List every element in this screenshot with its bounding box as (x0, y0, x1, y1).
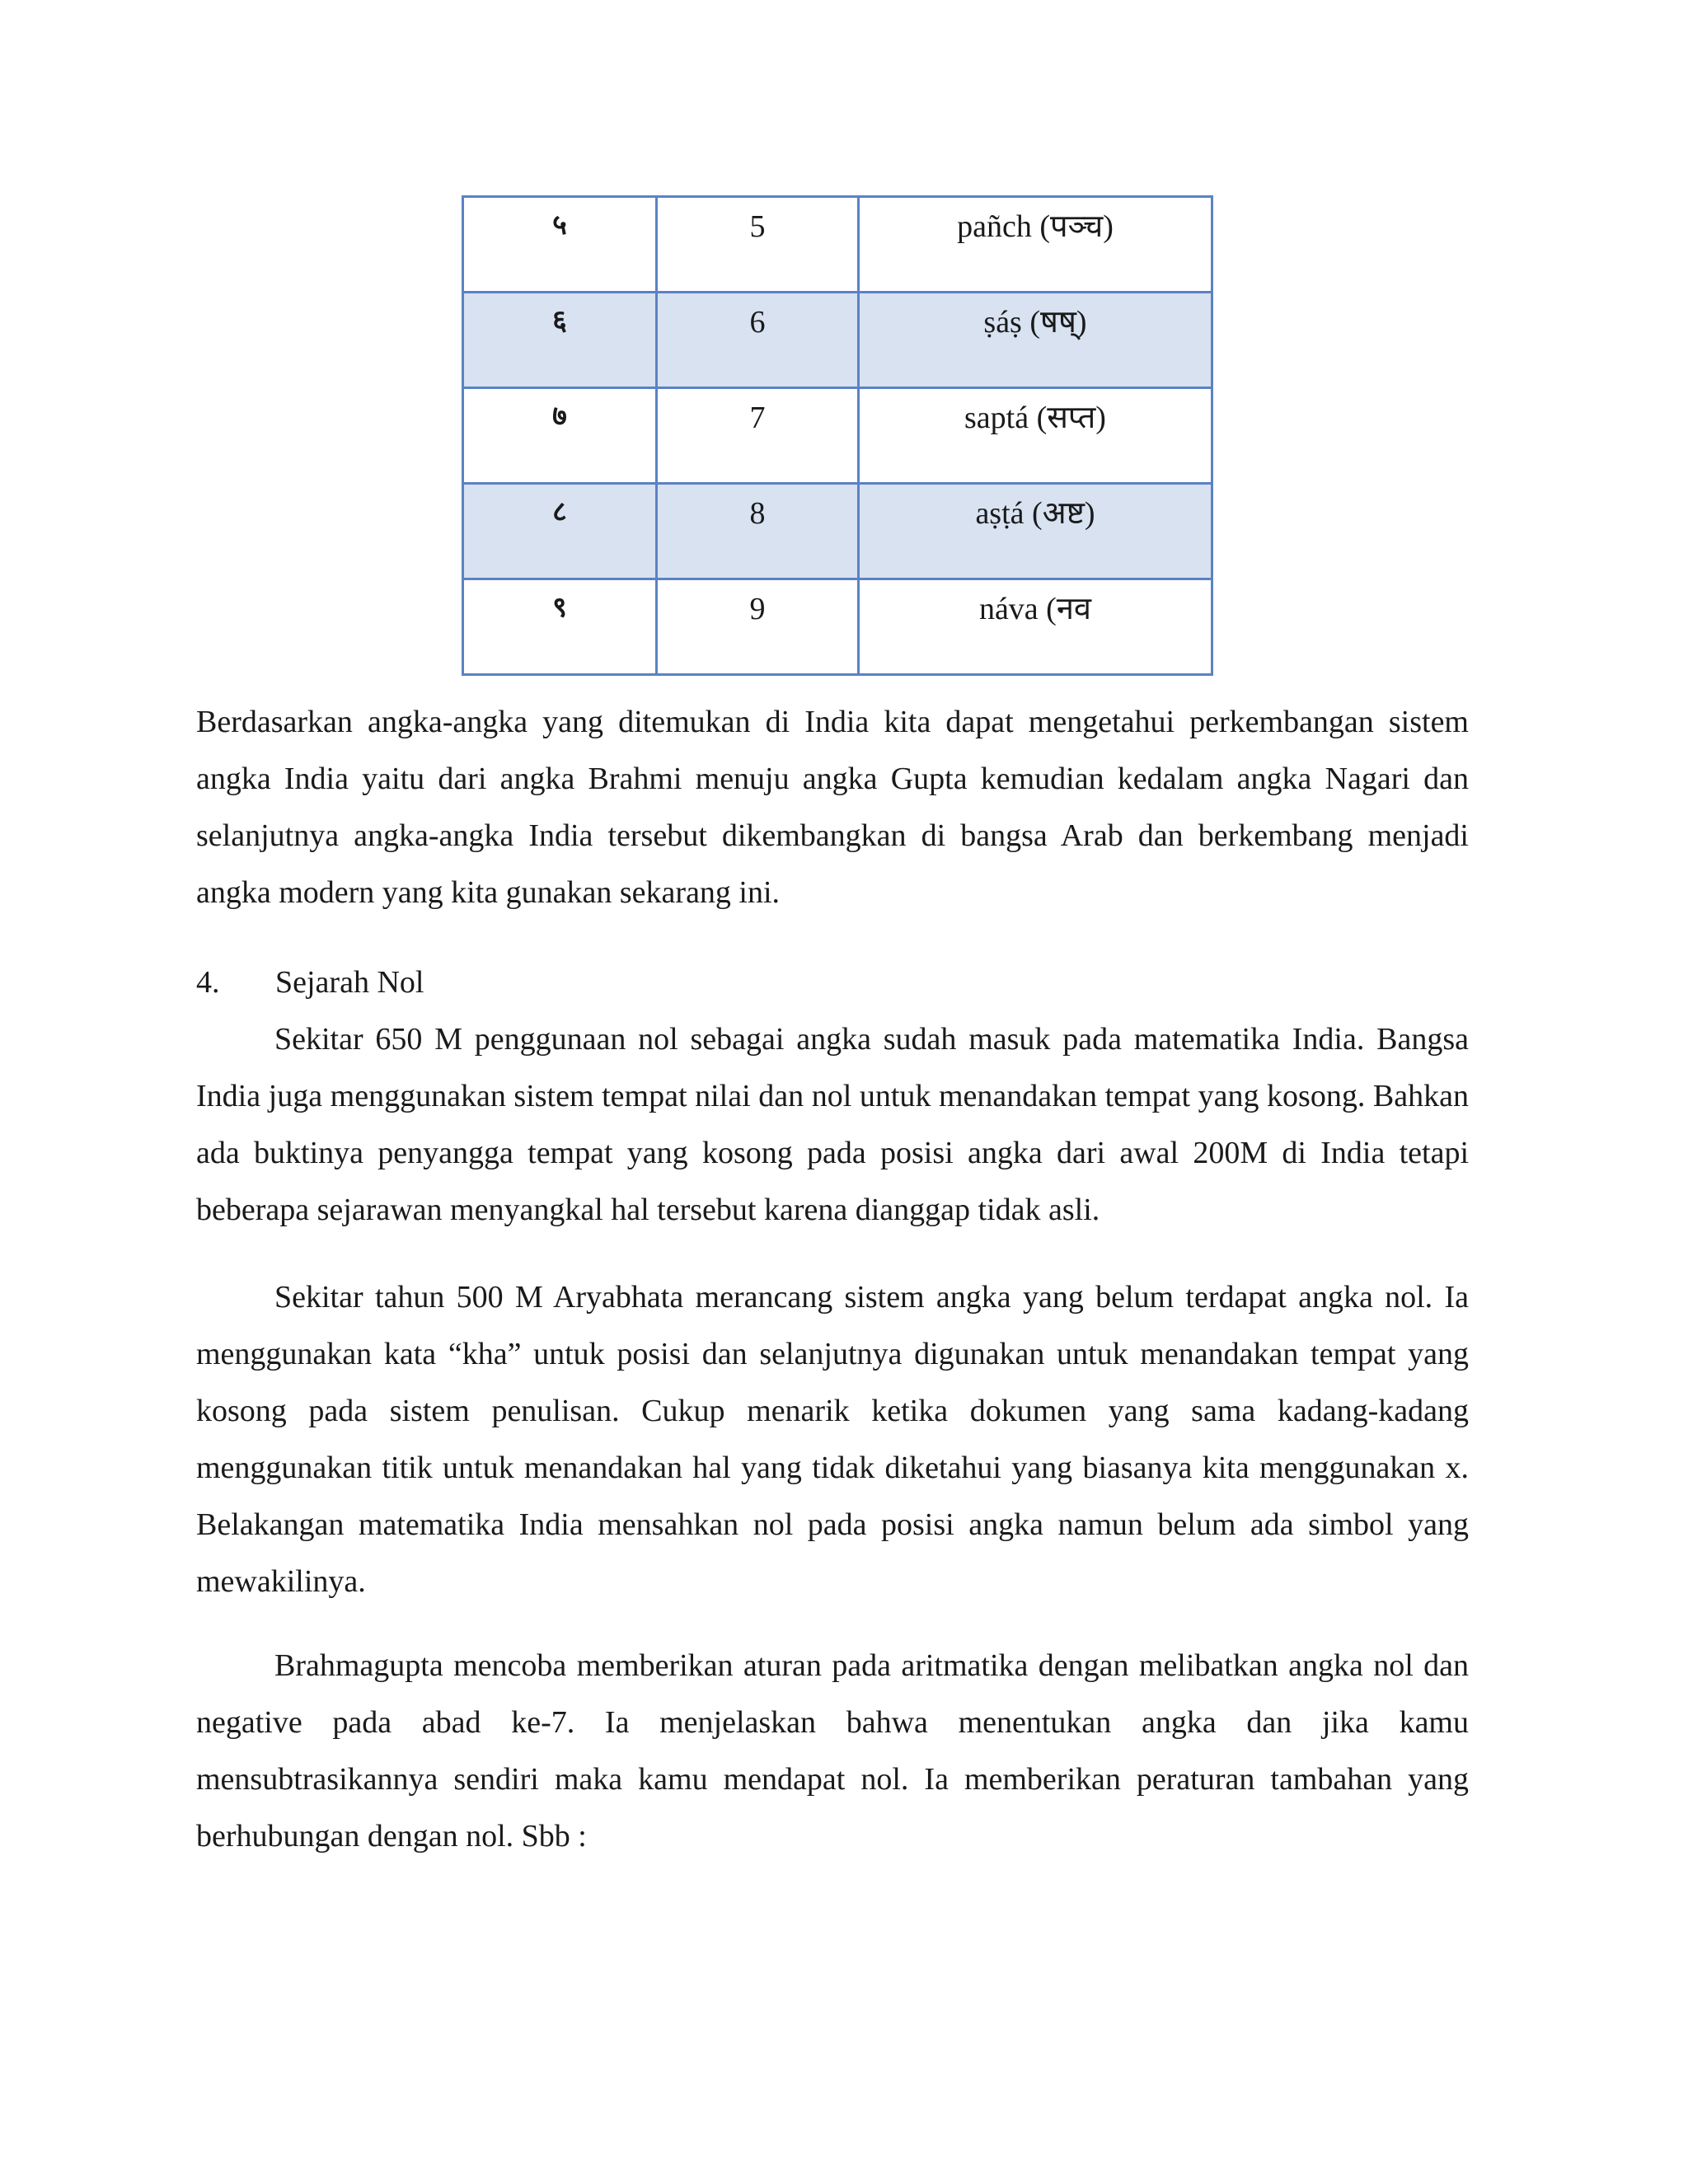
devanagari-numeral: ६ (463, 293, 657, 388)
sanskrit-word: náva (नव (859, 579, 1212, 675)
devanagari-numeral: ५ (463, 197, 657, 293)
paragraph-number-systems: Berdasarkan angka-angka yang ditemukan di India kita dapat mengetahui perkembangan sistem angka India yaitu dari angka Brahmi menuju angka Gupta kemudian kedalam angka Nagari dan selanjutnya angka-angka India tersebut dikembangkan di bangsa Arab dan berkembang menjadi angka modern yang kita gunakan sekarang ini. (196, 705, 1469, 910)
paragraph-brahmagupta: Brahmagupta mencoba memberikan aturan pada aritmatika dengan melibatkan angka nol dan negative pada abad ke-7. Ia menjelaskan bahwa menentukan angka dan jika kamu mensubtrasikannya sendiri maka kamu mendapat nol. Ia memberikan peraturan tambahan yang berhubungan dengan nol. Sbb : (196, 1648, 1469, 1854)
table-row (463, 484, 1212, 579)
arabic-numeral: 9 (657, 579, 859, 675)
table-row (463, 197, 1212, 293)
arabic-numeral: 6 (657, 293, 859, 388)
sanskrit-word: aṣṭá (अष्ट) (859, 484, 1212, 579)
arabic-numeral: 7 (657, 388, 859, 484)
table-row (463, 293, 1212, 388)
arabic-numeral: 8 (657, 484, 859, 579)
devanagari-numeral: ९ (463, 579, 657, 675)
devanagari-numeral: ८ (463, 484, 657, 579)
section-heading (196, 954, 424, 1011)
arabic-numeral: 5 (657, 197, 859, 293)
table-row (463, 388, 1212, 484)
numeral-table (462, 195, 1213, 676)
sanskrit-word: saptá (सप्त) (859, 388, 1212, 484)
sanskrit-word: pañch (पञ्च) (859, 197, 1212, 293)
section-title: Sejarah Nol (275, 965, 424, 1000)
paragraph-aryabhata: Sekitar tahun 500 M Aryabhata merancang sistem angka yang belum terdapat angka nol. Ia menggunakan kata “kha” untuk posisi dan selanjutnya digunakan untuk menandakan tempat yang kosong pada sistem penulisan. Cukup menarik ketika dokumen yang sama kadang-kadang menggunakan titik untuk menandakan hal yang tidak diketahui yang biasanya kita menggunakan x. Belakangan matematika India mensahkan nol pada posisi angka namun belum ada simbol yang mewakilinya. (196, 1280, 1469, 1599)
sanskrit-word: ṣáṣ (षष्) (859, 293, 1212, 388)
paragraph-zero-650: Sekitar 650 M penggunaan nol sebagai angka sudah masuk pada matematika India. Bangsa India juga menggunakan sistem tempat nilai dan nol untuk menandakan tempat yang kosong. Bahkan ada buktinya penyangga tempat yang kosong pada posisi angka dari awal 200M di India tetapi beberapa sejarawan menyangkal hal tersebut karena dianggap tidak asli. (196, 1022, 1469, 1227)
table-row (463, 579, 1212, 675)
section-number: 4. (196, 965, 220, 1000)
devanagari-numeral: ७ (463, 388, 657, 484)
